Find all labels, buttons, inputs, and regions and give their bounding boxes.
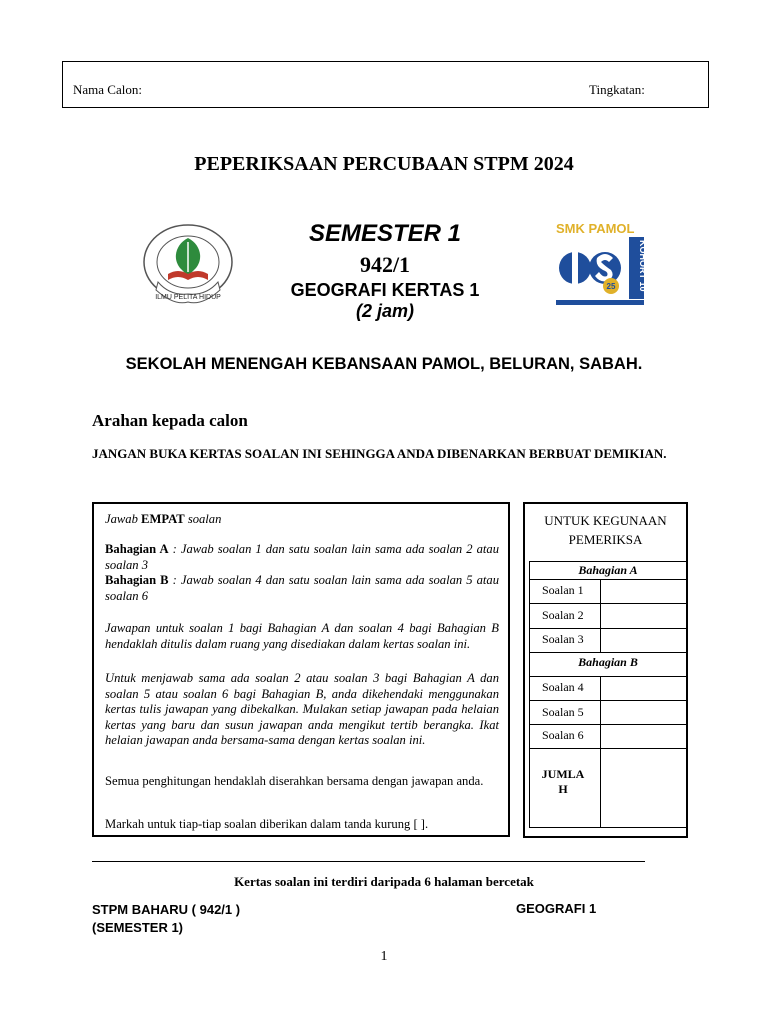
answer-instruction	[105, 512, 499, 528]
total-label: JUMLA H	[541, 767, 585, 796]
column-divider	[600, 725, 601, 748]
paper-duration: (2 jam)	[355, 301, 415, 321]
question-label: Soalan 4	[542, 680, 584, 694]
examiner-score-table	[529, 561, 687, 828]
part-b-instruction	[105, 573, 499, 604]
question-label: Soalan 2	[542, 608, 584, 622]
marks-note: Markah untuk tiap-tiap soalan diberikan dalam tanda kurung [ ].	[105, 817, 429, 831]
instructions-box	[92, 502, 510, 837]
school-name: SEKOLAH MENENGAH KEBANSAAN PAMOL, BELURAN, SABAH.	[125, 355, 643, 373]
question-label: Soalan 6	[542, 728, 584, 742]
score-row	[530, 603, 686, 628]
semester-label: SEMESTER 1	[308, 220, 462, 247]
calculation-note: Semua penghitungan hendaklah diserahkan bersama dengan jawapan anda.	[105, 774, 484, 788]
section-a-header: Bahagian A	[578, 563, 638, 577]
total-row	[530, 748, 686, 827]
part-b-label: Bahagian B	[105, 573, 169, 587]
score-row	[530, 676, 686, 700]
pamol-number-text: 25	[606, 282, 616, 291]
examiner-box	[523, 502, 688, 838]
smk-pamol-logo	[553, 220, 647, 308]
column-divider	[600, 604, 601, 628]
warning-text: JANGAN BUKA KERTAS SOALAN INI SEHINGGA ANDA DIBENARKAN BERBUAT DEMIKIAN.	[92, 446, 667, 461]
paper-code: 942/1	[359, 252, 411, 277]
part-a-label: Bahagian A	[105, 542, 169, 556]
page-count-note: Kertas soalan ini terdiri daripada 6 halaman bercetak	[234, 874, 534, 889]
instructions-heading: Arahan kepada calon	[92, 411, 248, 430]
footer-subject: GEOGRAFI 1	[516, 901, 597, 916]
footer-paper-code: STPM BAHARU ( 942/1 )	[92, 902, 241, 917]
score-row	[530, 724, 686, 748]
part-b-text: : Jawab soalan 4 dan satu soalan lain sama ada soalan 5 atau soalan 6	[105, 573, 499, 603]
answer-count: EMPAT	[141, 512, 185, 526]
divider-line	[92, 861, 645, 862]
structured-answer-text: Jawapan untuk soalan 1 bagi Bahagian A dan soalan 4 bagi Bahagian B hendaklah ditulis dalam ruang yang disediakan dalam kertas soalan ini.	[105, 621, 499, 651]
candidate-info-box	[62, 61, 709, 108]
column-divider	[600, 749, 601, 827]
question-label: Soalan 3	[542, 632, 584, 646]
question-label: Soalan 5	[542, 705, 584, 719]
score-row	[530, 579, 686, 603]
footer-left	[92, 901, 240, 937]
section-b-header: Bahagian B	[530, 652, 686, 676]
exam-title: PEPERIKSAAN PERCUBAAN STPM 2024	[194, 153, 574, 175]
examiner-heading: UNTUK KEGUNAAN PEMERIKSA	[544, 513, 667, 547]
column-divider	[600, 701, 601, 724]
answer-suffix: soalan	[187, 512, 222, 526]
column-divider	[600, 677, 601, 700]
page-number: 1	[380, 949, 388, 964]
pamol-side-text: KOHORT 10	[638, 240, 647, 292]
part-a-instruction	[105, 542, 499, 573]
answer-label: Jawab	[105, 512, 138, 526]
essay-answer-text: Untuk menjawab sama ada soalan 2 atau soalan 3 bagi Bahagian A dan soalan 5 atau soalan 6 bagi Bahagian B, anda dikehendaki menggunakan kertas tulis jawapan yang dibekalkan. Mulakan setiap jawapan pada helaian kertas yang baru dan susun jawapan anda mengikut tertib berangka. Ikat helaian jawapan anda bersama-sama dengan kertas soalan ini.	[105, 671, 499, 747]
form-label: Tingkatan:	[589, 82, 645, 97]
score-row	[530, 628, 686, 652]
paper-name: GEOGRAFI KERTAS 1	[290, 280, 480, 300]
school-motto-text: ILMU PELITA HIDUP	[155, 294, 221, 301]
column-divider	[600, 629, 601, 652]
part-a-text: : Jawab soalan 1 dan satu soalan lain sama ada soalan 2 atau soalan 3	[105, 542, 499, 572]
essay-answer-paragraph	[105, 671, 499, 749]
pamol-title-text: SMK PAMOL	[556, 221, 635, 236]
school-crest-logo	[136, 222, 240, 310]
question-label: Soalan 1	[542, 583, 584, 597]
candidate-name-label: Nama Calon:	[73, 82, 142, 97]
score-row	[530, 700, 686, 724]
column-divider	[600, 580, 601, 603]
footer-semester: (SEMESTER 1)	[92, 920, 184, 935]
structured-answer-paragraph	[105, 621, 499, 652]
